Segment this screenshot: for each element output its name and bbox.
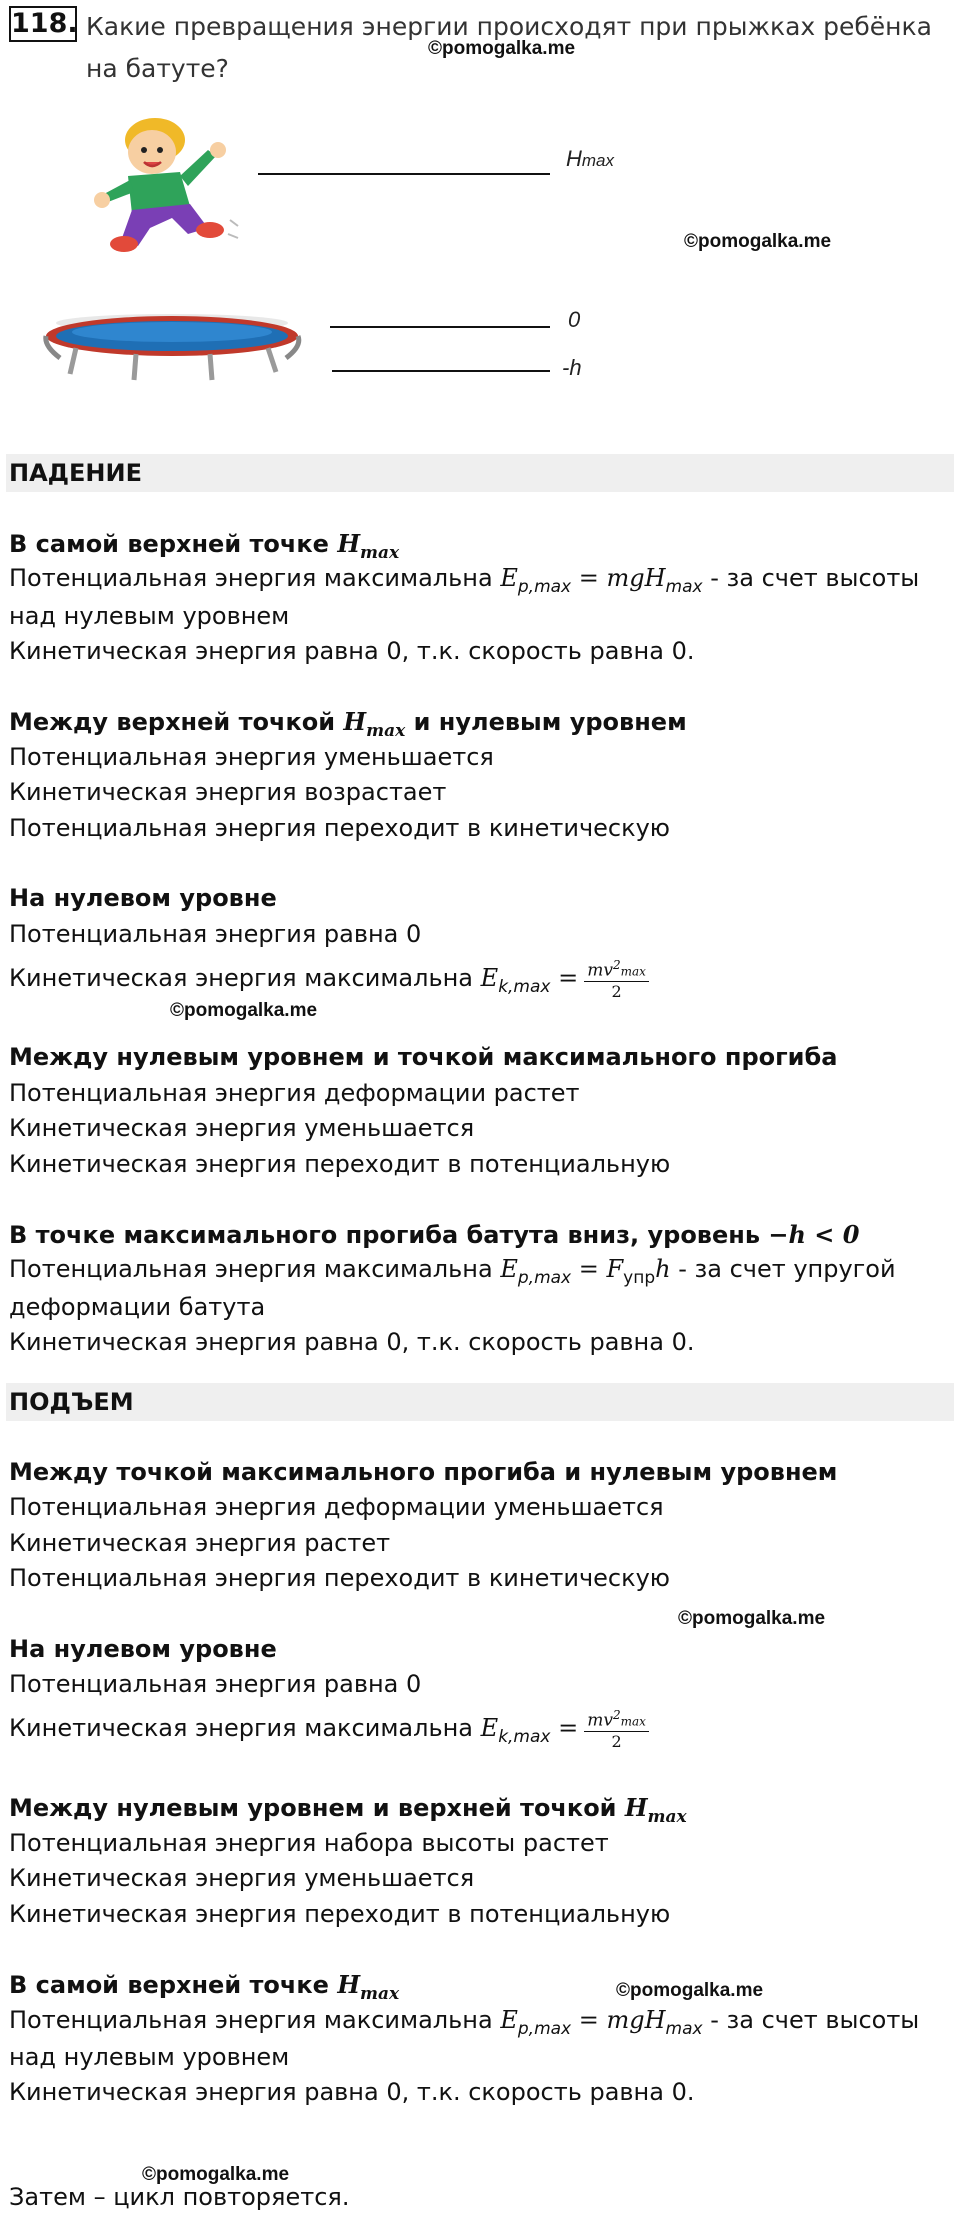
watermark: ©pomogalka.me	[428, 38, 576, 59]
fall-s3-line1: Потенциальная энергия равна 0	[9, 920, 422, 948]
task-question: Какие превращения энергии происходят при прыжках ребёнка на батуте?	[86, 12, 932, 83]
level-label-hmax: Hmax	[566, 146, 615, 171]
task-number: 118.	[9, 6, 77, 42]
fall-s1-line2: над нулевым уровнем	[9, 602, 290, 630]
kinetic-energy-fraction: $\frac{mv^2\max}{2}$	[584, 956, 649, 1002]
rise-s3-title: Между нулевым уровнем и верхней точкой $H_{max}$	[9, 1793, 687, 1827]
watermark: ©pomogalka.me	[616, 1980, 764, 2001]
rise-s1-line2: Кинетическая энергия растет	[9, 1529, 391, 1557]
fall-s5-line1: Потенциальная энергия максимальна $E_{p,max} = F_{упр}h$ - за счет упругой	[9, 1255, 896, 1288]
child-illustration	[94, 118, 238, 252]
fall-s2-line3: Потенциальная энергия переходит в кинетическую	[9, 814, 670, 842]
rise-s4-line3: Кинетическая энергия равна 0, т.к. скорость равна 0.	[9, 2078, 695, 2106]
fall-s4-line3: Кинетическая энергия переходит в потенциальную	[9, 1150, 671, 1178]
rise-s2-line1: Потенциальная энергия равна 0	[9, 1670, 422, 1698]
ending-text: Затем – цикл повторяется.	[9, 2183, 350, 2211]
rise-s1-title: Между точкой максимального прогиба и нулевым уровнем	[9, 1458, 838, 1486]
fall-s2-line1: Потенциальная энергия уменьшается	[9, 743, 494, 771]
rise-s4-line1: Потенциальная энергия максимальна $E_{p,max} = mgH_{max}$ - за счет высоты	[9, 2006, 920, 2039]
rise-s1-line1: Потенциальная энергия деформации уменьшается	[9, 1493, 664, 1521]
level-label-minus-h: -h	[562, 355, 582, 380]
rise-s3-line3: Кинетическая энергия переходит в потенциальную	[9, 1900, 671, 1928]
fall-s4-line2: Кинетическая энергия уменьшается	[9, 1114, 475, 1142]
fall-s1-line1: Потенциальная энергия максимальна $E_{p,max} = mgH_{max}$ - за счет высоты	[9, 564, 920, 597]
rise-s3-line2: Кинетическая энергия уменьшается	[9, 1864, 475, 1892]
level-line-zero	[330, 326, 550, 328]
section-header-fall: ПАДЕНИЕ	[6, 454, 954, 492]
watermark: ©pomogalka.me	[678, 1608, 826, 1629]
fall-s4-line1: Потенциальная энергия деформации растет	[9, 1079, 580, 1107]
level-line-minus-h	[332, 370, 550, 372]
section-header-rise: ПОДЪЕМ	[6, 1383, 954, 1421]
level-label-zero: 0	[568, 307, 581, 332]
rise-s2-title: На нулевом уровне	[9, 1635, 277, 1663]
fall-s3-title: На нулевом уровне	[9, 884, 277, 912]
watermark: ©pomogalka.me	[142, 2164, 290, 2185]
kinetic-energy-fraction: $\frac{mv^2\max}{2}$	[584, 1706, 649, 1752]
fall-s5-line2: деформации батута	[9, 1293, 266, 1321]
fall-s5-title: В точке максимального прогиба батута вниз, уровень −h < 0	[9, 1220, 860, 1249]
rise-s2-line2: Кинетическая энергия максимальна $E_{k,max}$ = $\frac{mv^2\max}{2}$	[9, 1706, 649, 1755]
fall-s2-title: Между верхней точкой $H_{max}$ и нулевым уровнем	[9, 707, 687, 741]
rise-s4-line2: над нулевым уровнем	[9, 2043, 290, 2071]
level-line-hmax	[258, 173, 550, 175]
rise-s1-line3: Потенциальная энергия переходит в кинетическую	[9, 1564, 670, 1592]
trampoline-figure	[40, 110, 340, 385]
rise-s4-title: В самой верхней точке $H_{max}$	[9, 1970, 400, 2004]
trampoline-illustration	[46, 314, 299, 380]
fall-s1-line3: Кинетическая энергия равна 0, т.к. скорость равна 0.	[9, 637, 695, 665]
rise-s3-line1: Потенциальная энергия набора высоты растет	[9, 1829, 609, 1857]
fall-s4-title: Между нулевым уровнем и точкой максимального прогиба	[9, 1043, 838, 1071]
fall-s2-line2: Кинетическая энергия возрастает	[9, 778, 447, 806]
watermark: ©pomogalka.me	[684, 231, 832, 252]
watermark: ©pomogalka.me	[170, 1000, 318, 1021]
fall-s3-line2: Кинетическая энергия максимальна $E_{k,max}$ = $\frac{mv^2\max}{2}$	[9, 956, 649, 1005]
fall-s5-line3: Кинетическая энергия равна 0, т.к. скорость равна 0.	[9, 1328, 695, 1356]
fall-s1-title: В самой верхней точке $H_{max}$	[9, 529, 400, 563]
